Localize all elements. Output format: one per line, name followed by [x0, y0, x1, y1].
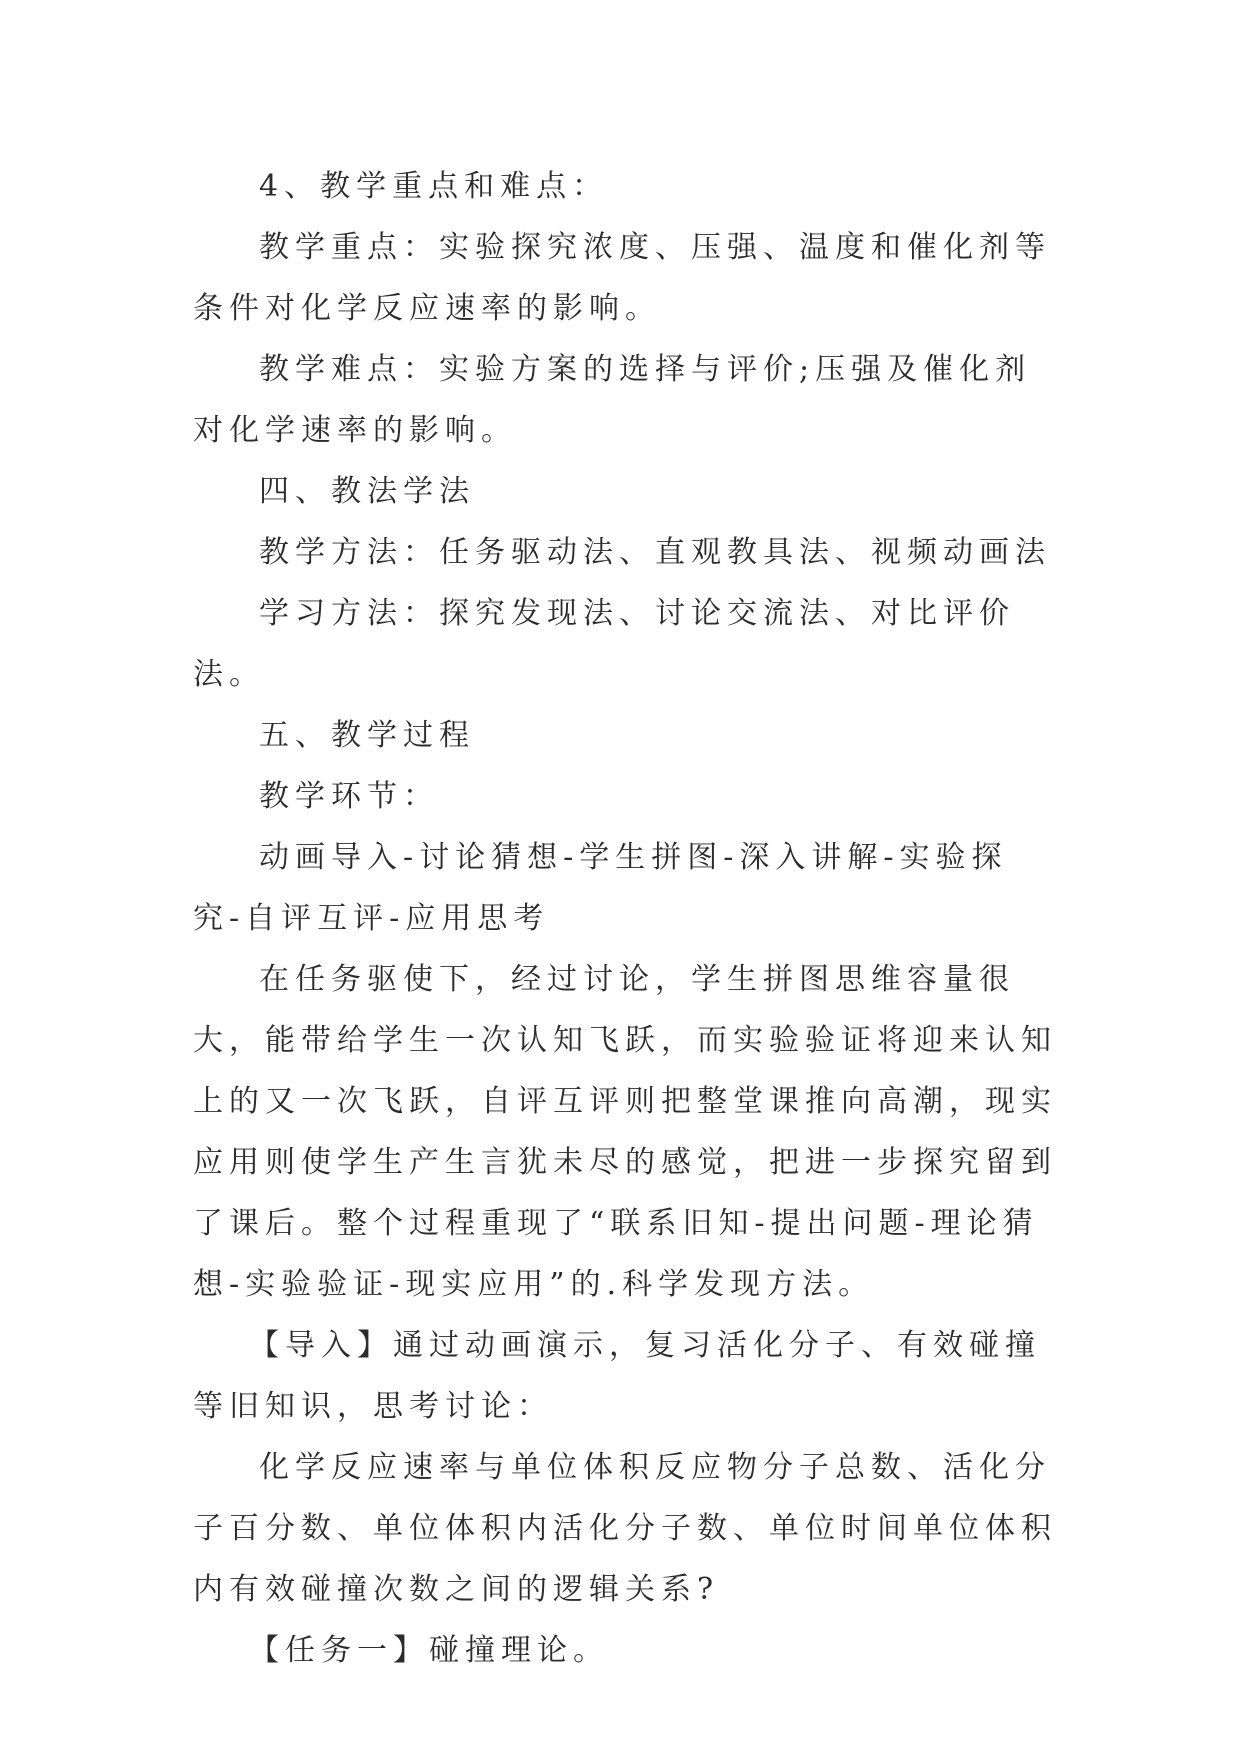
paragraph-process-description: 在任务驱使下，经过讨论，学生拼图思维容量很大，能带给学生一次认知飞跃，而实验验证将迎来认知上的又一次飞跃，自评互评则把整堂课推向高潮，现实应用则使学生产生言犹未尽的感觉，把进一步探究留到了课后。整个过程重现了“联系旧知-提出问题-理论猜想-实验验证-现实应用”的.科学发现方法。 [193, 962, 1057, 1302]
paragraph-teaching-focus: 教学重点：实验探究浓度、压强、温度和催化剂等条件对化学反应速率的影响。 [193, 230, 1051, 326]
document-page [193, 156, 1058, 1681]
section-heading-teaching-process: 五、教学过程 [259, 718, 475, 753]
paragraph-discussion-question: 化学反应速率与单位体积反应物分子总数、活化分子百分数、单位体积内活化分子数、单位时间单位体积内有效碰撞次数之间的逻辑关系? [193, 1450, 1057, 1607]
paragraph-teaching-stages-label: 教学环节： [259, 779, 439, 814]
paragraph-task-one: 【任务一】碰撞理论。 [249, 1633, 609, 1668]
paragraph-teaching-stages: 动画导入-讨论猜想-学生拼图-深入讲解-实验探究-自评互评-应用思考 [193, 840, 1008, 936]
paragraph-introduction: 【导入】通过动画演示，复习活化分子、有效碰撞等旧知识，思考讨论： [193, 1328, 1041, 1424]
section-heading-key-difficult-points: 4、教学重点和难点： [259, 169, 609, 204]
paragraph-learning-method: 学习方法：探究发现法、讨论交流法、对比评价法。 [193, 596, 1015, 692]
paragraph-teaching-difficulty: 教学难点：实验方案的选择与评价;压强及催化剂对化学速率的影响。 [193, 352, 1032, 448]
paragraph-teaching-method: 教学方法：任务驱动法、直观教具法、视频动画法 [259, 535, 1051, 570]
section-heading-teaching-methods: 四、教法学法 [259, 474, 475, 509]
